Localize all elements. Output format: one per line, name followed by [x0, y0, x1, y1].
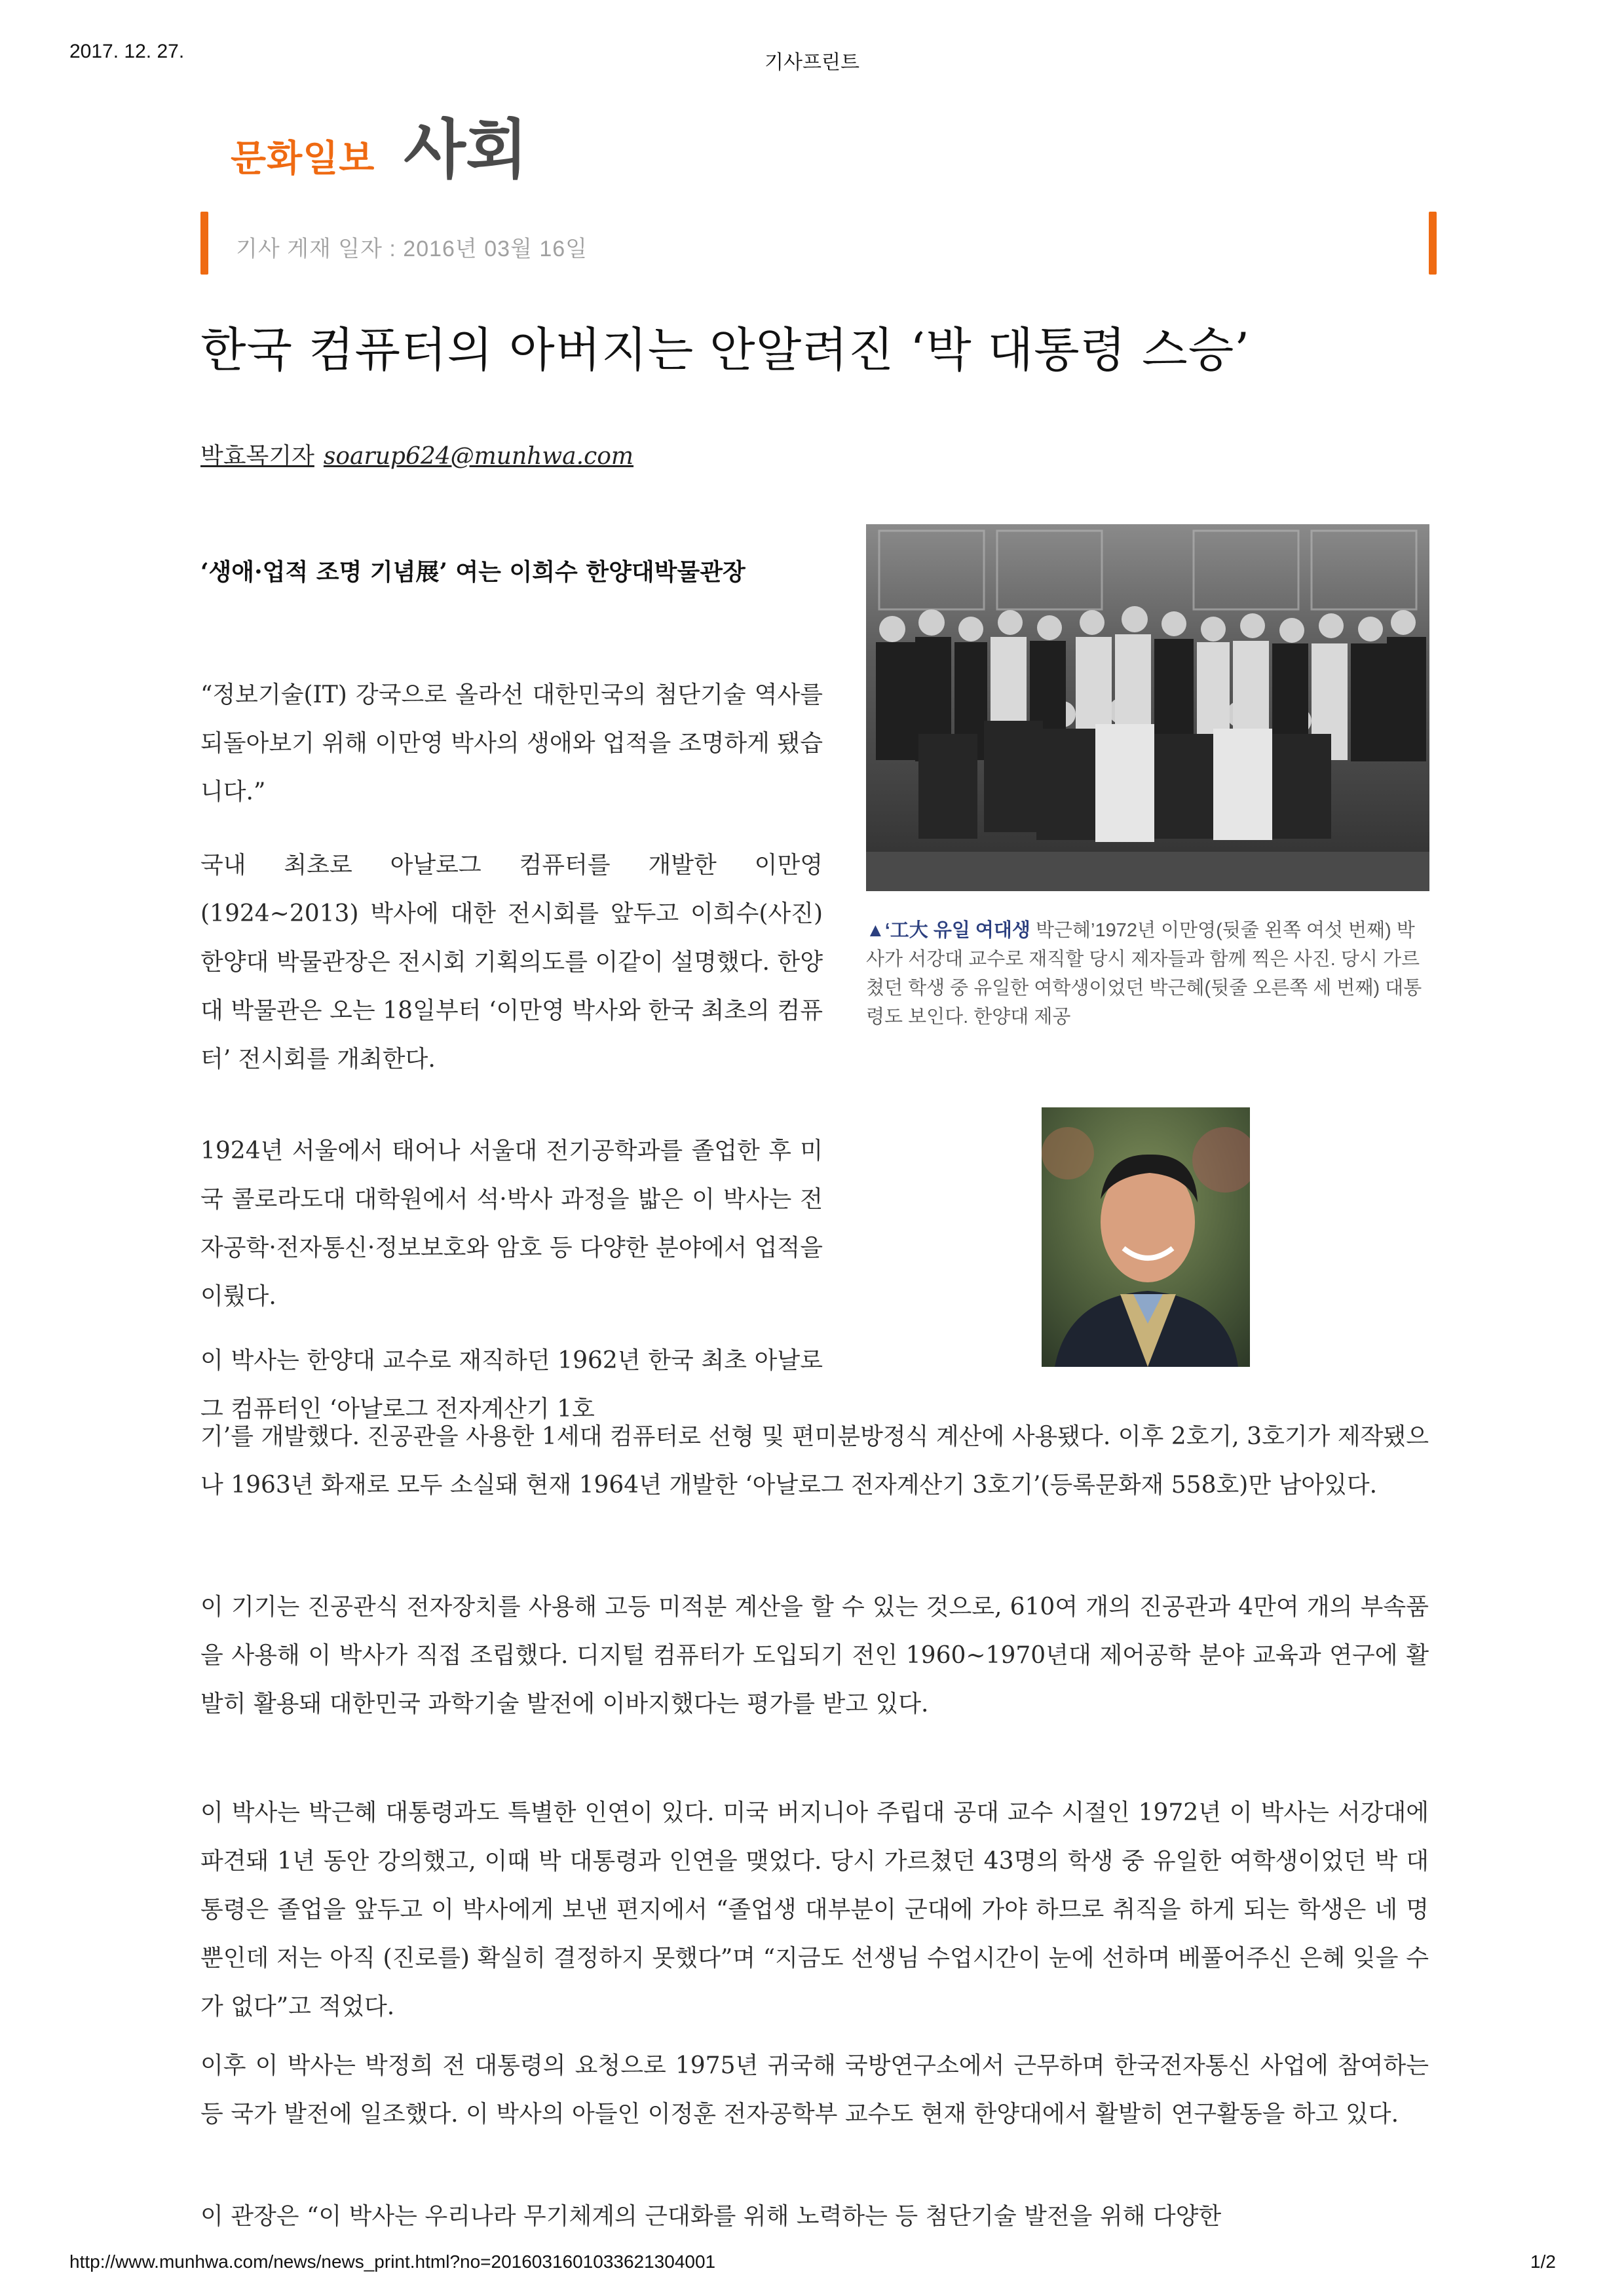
print-date: 2017. 12. 27. — [69, 41, 185, 62]
article-headline: 한국 컴퓨터의 아버지는 안알려진 ‘박 대통령 스승’ — [200, 322, 1251, 377]
paragraph: 1924년 서울에서 태어나 서울대 전기공학과를 졸업한 후 미국 콜로라도대 대학원에서 석·박사 과정을 밟은 이 박사는 전자공학·전자통신·정보보호와 암호 등 다양한 분야에서 업적을 이뤘다. — [200, 1138, 823, 1310]
paragraph: 이후 이 박사는 박정희 전 대통령의 요청으로 1975년 귀국해 국방연구소에서 근무하며 한국전자통신 사업에 참여하는 등 국가 발전에 일조했다. 이 박사의 아들인 이정훈 전자공학부 교수도 현재 한양대에서 활발히 연구활동을 하고 있다. — [200, 2052, 1429, 2128]
paragraph: 이 기기는 진공관식 전자장치를 사용해 고등 미적분 계산을 할 수 있는 것으로, 610여 개의 진공관과 4만여 개의 부속품을 사용해 이 박사가 직접 조립했다. 디지털 컴퓨터가 도입되기 전인 1960∼1970년대 제어공학 분야 교육과 연구에 활발히 활용돼 대한민국 과학기술 발전에 이바지했다는 평가를 받고 있다. — [200, 1594, 1429, 1717]
date-bar-left-accent — [200, 212, 208, 275]
caption-text: 박근혜’1972년 이만영(뒷줄 왼쪽 여섯 번째) 박사가 서강대 교수로 재직할 당시 제자들과 함께 찍은 사진. 당시 가르쳤던 학생 중 유일한 여학생이었던 박근혜(뒷줄 오른쪽 세 번째) 대통령도 보인다. 한양대 제공 — [866, 920, 1422, 1027]
group-photo — [866, 524, 1429, 891]
article-subhead: ‘생애·업적 조명 기념展’ 여는 이희수 한양대박물관장 — [200, 558, 746, 586]
paragraph: 이 박사는 박근혜 대통령과도 특별한 인연이 있다. 미국 버지니아 주립대 공대 교수 시절인 1972년 이 박사는 서강대에 파견돼 1년 동안 강의했고, 이때 박 대통령과 인연을 맺었다. 당시 가르쳤던 43명의 학생 중 유일한 여학생이었던 박 대통령은 졸업을 앞두고 이 박사에게 보낸 편지에서 “졸업생 대부분이 군대에 가야 하므로 취직을 하게 되는 학생은 네 명뿐인데 저는 아직 (진로를) 확실히 결정하지 못했다”며 “지금도 선생님 수업시간이 눈에 선하며 베풀어주신 은혜 잊을 수가 없다”고 적었다. — [200, 1799, 1429, 2020]
print-title: 기사프린트 — [765, 52, 859, 73]
portrait-photo — [1042, 1107, 1250, 1367]
section-name: 사회 — [404, 113, 528, 187]
paragraph: 이 관장은 “이 박사는 우리나라 무기체계의 근대화를 위해 노력하는 등 첨단기술 발전을 위해 다양한 — [200, 2203, 1222, 2230]
publish-date: 기사 게재 일자 : 2016년 03월 16일 — [236, 237, 588, 261]
byline[interactable] — [200, 438, 633, 471]
footer-url-link[interactable]: http://www.munhwa.com/news/news_print.html?no=2016031601033621304001 — [69, 2251, 716, 2272]
caption-lead: ▲‘工大 유일 여대생 — [866, 920, 1030, 941]
paragraph: 국내 최초로 아날로그 컴퓨터를 개발한 이만영(1924∼2013) 박사에 대한 전시회를 앞두고 이희수(사진) 한양대 박물관장은 전시회 기획의도를 이같이 설명했다. 한양대 박물관은 오는 18일부터 ‘이만영 박사와 한국 최초의 컴퓨터’ 전시회를 개최한다. — [200, 852, 823, 1073]
reporter-name: 박효목기자 — [200, 443, 314, 470]
paragraph: 기’를 개발했다. 진공관을 사용한 1세대 컴퓨터로 선형 및 편미분방정식 계산에 사용됐다. 이후 2호기, 3호기가 제작됐으나 1963년 화재로 모두 소실돼 현재 1964년 개발한 ‘아날로그 전자계산기 3호기’(등록문화재 558호)만 남아있다. — [200, 1423, 1429, 1499]
masthead-logo[interactable] — [231, 113, 528, 187]
paragraph: “정보기술(IT) 강국으로 올라선 대한민국의 첨단기술 역사를 되돌아보기 위해 이만영 박사의 생애와 업적을 조명하게 됐습니다.” — [200, 681, 823, 805]
date-bar-right-accent — [1429, 212, 1437, 275]
photo-caption — [866, 916, 1429, 1031]
paper-name: 문화일보 — [231, 138, 375, 180]
reporter-email-link[interactable]: soarup624@munhwa.com — [323, 443, 634, 470]
page-number: 1/2 — [1530, 2251, 1556, 2272]
paragraph: 이 박사는 한양대 교수로 재직하던 1962년 한국 최초 아날로그 컴퓨터인 ‘아날로그 전자계산기 1호 — [200, 1347, 823, 1423]
